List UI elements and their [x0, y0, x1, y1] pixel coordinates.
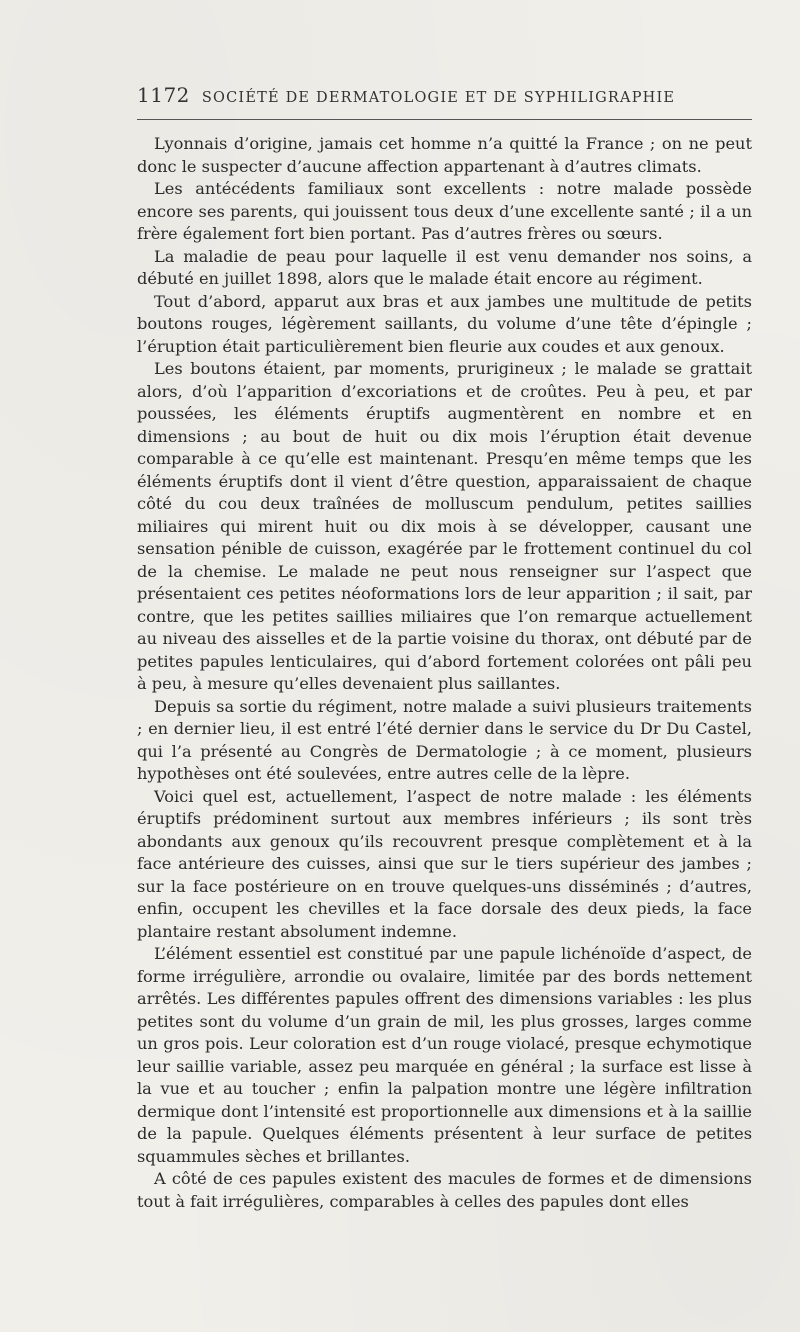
paragraph: Voici quel est, actuellement, l’aspect de notre malade : les éléments éruptifs prédominent surtout aux membres inférieurs ; ils sont très abondants aux genoux qu’ils recouvrent presque complètement et à la face antérieure des cuisses, ainsi que sur le tiers supérieur des jambes ; sur la face postérieure on en trouve quelques-uns disséminés ; d’autres, enfin, occupent les chevilles et la face dorsale des deux pieds, la face plantaire restant absolument indemne. — [137, 786, 752, 941]
paragraph: Les boutons étaient, par moments, prurigineux ; le malade se grattait alors, d’où l’apparition d’excoriations et de croûtes. Peu à peu, et par poussées, les éléments éruptifs augmentèrent en nombre et en dimensions ; au bout de huit ou dix mois l’éruption était devenue comparable à ce qu’elle est maintenant. Presqu’en même temps que les éléments éruptifs dont il vient d’être question, apparaissaient de chaque côté du cou deux traînées de molluscum pendulum, petites saillies miliaires qui mirent huit ou dix mois à se développer, causant une sensation pénible de cuisson, exagérée par le frottement continuel du col de la chemise. Le malade ne peut nous renseigner sur l’aspect que présentaient ces petites néoformations lors de leur apparition ; il sait, par contre, que les petites saillies miliaires que l’on remarque actuellement au niveau des aisselles et de la partie voisine du thorax, ont débuté par de petites papules lenticulaires, qui d’abord fortement colorées ont pâli peu à peu, à mesure qu’elles devenaient plus saillantes. — [137, 359, 752, 693]
header-rule — [137, 119, 752, 120]
body-text — [137, 133, 752, 1213]
page-number: 1172 — [137, 83, 190, 107]
running-title: SOCIÉTÉ DE DERMATOLOGIE ET DE SYPHILIGRAPHIE — [201, 90, 676, 106]
paragraph: Lyonnais d’origine, jamais cet homme n’a quitté la France ; on ne peut donc le suspecter d’aucune affection appartenant à d’autres climats. — [137, 134, 752, 176]
paragraph: L’élément essentiel est constitué par une papule lichénoïde d’aspect, de forme irrégulière, arrondie ou ovalaire, limitée par des bords nettement arrêtés. Les différentes papules offrent des dimensions variables : les plus petites sont du volume d’un grain de mil, les plus grosses, larges comme un gros pois. Leur coloration est d’un rouge violacé, presque echymotique leur saillie variable, assez peu marquée en général ; la surface est lisse à la vue et au toucher ; enfin la palpation montre une légère infiltration dermique dont l’intensité est proportionnelle aux dimensions et à la saillie de la papule. Quelques éléments présentent à leur surface de petites squammules sèches et brillantes. — [137, 944, 752, 1166]
paragraph: La maladie de peau pour laquelle il est venu demander nos soins, a débuté en juillet 1898, alors que le malade était encore au régiment. — [137, 246, 752, 288]
page-header — [137, 83, 692, 107]
paragraph: A côté de ces papules existent des macules de formes et de dimensions tout à fait irrégulières, comparables à celles des papules dont elles — [137, 1169, 752, 1211]
paragraph: Tout d’abord, apparut aux bras et aux jambes une multitude de petits boutons rouges, légèrement saillants, du volume d’une tête d’épingle ; l’éruption était particulièrement bien fleurie aux coudes et aux genoux. — [137, 291, 752, 356]
paragraph: Depuis sa sortie du régiment, notre malade a suivi plusieurs traitements ; en dernier lieu, il est entré l’été dernier dans le service du Dr Du Castel, qui l’a présenté au Congrès de Dermatologie ; à ce moment, plusieurs hypothèses ont été soulevées, entre autres celle de la lèpre. — [137, 696, 752, 783]
paragraph: Les antécédents familiaux sont excellents : notre malade possède encore ses parents, qui jouissent tous deux d’une excellente santé ; il a un frère également fort bien portant. Pas d’autres frères ou sœurs. — [137, 179, 752, 243]
